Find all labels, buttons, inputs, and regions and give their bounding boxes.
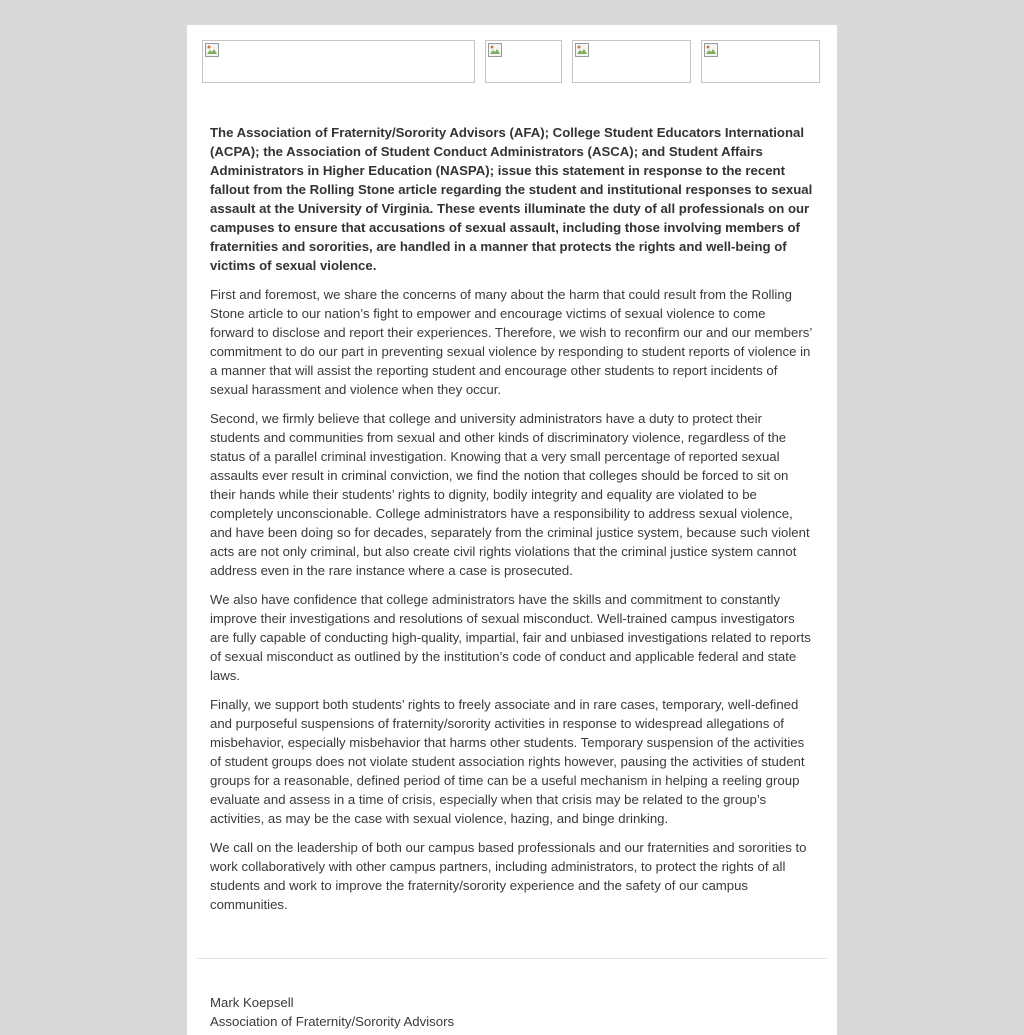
statement-lead: The Association of Fraternity/Sorority Advisors (AFA); College Student Educators International (ACPA); the Association of Student Conduct Administrators (ASCA); and Student Affairs Administrators in Higher Education (NASPA); issue this statement in response to the recent fallout from the Rolling Stone article regarding the student and institutional responses to sexual assault at the University of Virginia. These events illuminate the duty of all professionals on our campuses to ensure that accusations of sexual assault, including those involving members of fraternities and sororities, are handled in a manner that protects the rights and well-being of victims of sexual violence. [210, 125, 813, 273]
broken-image-icon [704, 43, 718, 57]
email-body [187, 25, 837, 1035]
statement-paragraph: Second, we firmly believe that college and university administrators have a duty to protect their students and communities from sexual and other kinds of discriminatory violence, regardless of the status of a parallel criminal investigation. Knowing that a very small percentage of reported sexual assaults ever result in criminal conviction, we find the notion that colleges should be forced to sit on their hands while their students’ rights to dignity, bodily integrity and equality are violated to be completely unconscionable. College administrators have a responsibility to address sexual violence, and have been doing so for decades, separately from the criminal justice system, because such violent acts are not only criminal, but also create civil rights violations that the criminal justice system cannot address even in the rare instance where a case is prosecuted. [210, 411, 810, 578]
statement-paragraph: Finally, we support both students’ rights to freely associate and in rare cases, temporary, well-defined and purposeful suspensions of fraternity/sorority activities in response to widespread allegations of misbehavior, especially misbehavior that harms other students. Temporary suspension of the activities of student groups does not violate student association rights however, pausing the activities of student groups for a reasonable, defined period of time can be a useful mechanism in helping a reeling group evaluate and assess in a time of crisis, especially when that crisis may be related to the group’s activities, as may be the case with sexual violence, hazing, and binge drinking. [210, 697, 805, 826]
signature-block [210, 993, 813, 1031]
statement-paragraph: We also have confidence that college administrators have the skills and commitment to constantly improve their investigations and resolutions of sexual misconduct. Well-trained campus investigators are fully capable of conducting high-quality, impartial, fair and unbiased investigations related to reports of sexual misconduct as outlined by the institution’s code of conduct and applicable federal and state laws. [210, 592, 811, 683]
statement-paragraph: We call on the leadership of both our campus based professionals and our fraternities and sororities to work collaboratively with other campus partners, including administrators, to protect the rights of all students and work to improve the fraternity/sorority experience and the safety of our campus communities. [210, 840, 807, 912]
statement-body [210, 123, 813, 924]
broken-image-icon [205, 43, 219, 57]
partner-logo-asca [572, 40, 691, 83]
partner-logo-afa [202, 40, 475, 83]
signatory-organization: Association of Fraternity/Sorority Advisors [210, 1014, 455, 1029]
broken-image-icon [488, 43, 502, 57]
broken-image-icon [575, 43, 589, 57]
partner-logo-naspa [701, 40, 820, 83]
section-divider [197, 958, 827, 959]
statement-paragraph: First and foremost, we share the concerns of many about the harm that could result from the Rolling Stone article to our nation’s fight to empower and encourage victims of sexual violence to come forward to disclose and report their experiences. Therefore, we wish to reconfirm our and our members’ commitment to do our part in preventing sexual violence by responding to student reports of violence in a manner that will assist the reporting student and encourage other students to report incidents of sexual harassment and violence when they occur. [210, 287, 812, 397]
partner-logo-acpa [485, 40, 562, 83]
signatory-name: Mark Koepsell [210, 995, 294, 1010]
